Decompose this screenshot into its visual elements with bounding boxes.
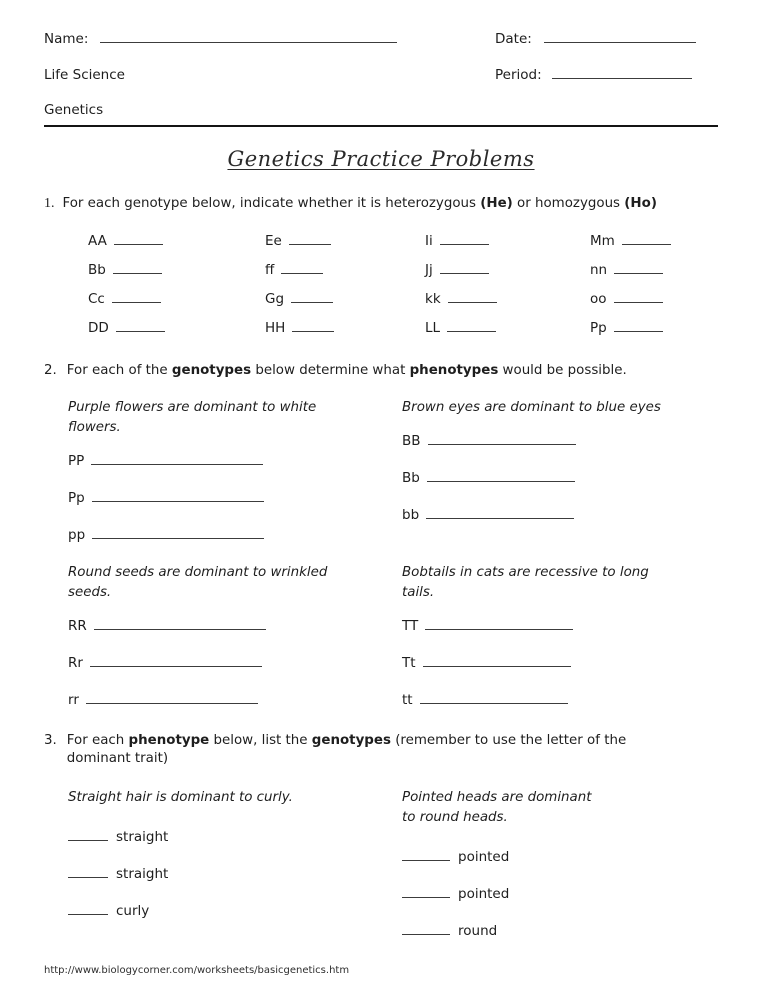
genotype-label: Tt [402,655,416,671]
genotype-label: ff [265,262,275,278]
answer-blank[interactable] [614,261,663,274]
answer-blank[interactable] [423,654,571,667]
genotype-label: oo [590,291,607,307]
phenotype-label: curly [116,903,150,919]
answer-blank[interactable] [68,828,108,841]
genotype-label: kk [425,291,441,307]
q2-blocks [44,398,718,708]
q1-number: 1. [44,196,55,211]
genotype-label: DD [88,320,109,336]
name-label: Name: [44,31,89,47]
answer-blank[interactable] [614,290,663,303]
genotype-label: AA [88,233,107,249]
answer-blank[interactable] [68,902,108,915]
answer-blank[interactable] [428,432,576,445]
header-row-2 [44,66,718,83]
answer-blank[interactable] [402,848,450,861]
genotype-label: Ee [265,233,282,249]
phenotype-label: pointed [458,886,510,902]
trait-prompt: seeds. [68,585,112,600]
genotype-label: rr [68,692,79,708]
phenotype-label: pointed [458,849,510,865]
genotype-label: Pp [590,320,607,336]
answer-blank[interactable] [94,617,266,630]
answer-blank[interactable] [92,526,264,539]
answer-blank[interactable] [289,232,331,245]
genotype-label: Gg [265,291,285,307]
genotype-label: TT [402,618,419,634]
q3-phenotype-label: phenotype [128,733,210,748]
answer-blank[interactable] [113,261,162,274]
date-blank[interactable] [544,30,696,43]
genotype-label: Cc [88,291,105,307]
worksheet-title: Genetics Practice Problems [227,147,535,171]
q2-block-round-seeds [68,563,402,708]
genotype-label: Bb [402,470,420,486]
q1-he-label: (He) [480,196,513,211]
q2-prompt-text-3: would be possible. [498,363,627,378]
answer-blank[interactable] [86,691,258,704]
genotype-label: RR [68,618,87,634]
genotype-label: Ii [425,233,433,249]
trait-prompt: Round seeds are dominant to wrinkled [68,565,328,580]
q1-prompt-text-2: or homozygous [512,196,625,211]
footer-url: http://www.biologycorner.com/worksheets/basicgenetics.htm [44,965,350,976]
q2-number: 2. [44,363,57,378]
answer-blank[interactable] [440,261,489,274]
answer-blank[interactable] [292,319,334,332]
unit-label: Genetics [44,102,104,118]
name-blank[interactable] [100,30,397,43]
genotype-label: Pp [68,490,85,506]
answer-blank[interactable] [291,290,333,303]
genotype-label: Mm [590,233,615,249]
q3-prompt-text-3: (remember to use the letter of the [390,733,627,748]
q3-block-pointed-heads [402,788,718,939]
genotype-label: LL [425,320,441,336]
phenotype-label: straight [116,829,169,845]
genotype-label: pp [68,527,86,543]
date-label: Date: [495,31,532,47]
trait-prompt: tails. [402,585,435,600]
q2-phenotypes-label: phenotypes [409,363,499,378]
q2-block-bobtails [402,563,718,708]
answer-blank[interactable] [114,232,163,245]
q3-blocks [44,788,718,939]
phenotype-label: straight [116,866,169,882]
q2-block-purple-flowers [68,398,402,543]
answer-blank[interactable] [440,232,489,245]
q2-genotypes-label: genotypes [171,363,252,378]
q2-prompt-text: For each of the [66,363,172,378]
answer-blank[interactable] [622,232,671,245]
genotype-label: Rr [68,655,83,671]
q3-prompt [44,732,718,768]
answer-blank[interactable] [447,319,496,332]
header-rule [44,102,718,127]
answer-blank[interactable] [92,489,264,502]
answer-blank[interactable] [425,617,573,630]
trait-prompt: Straight hair is dominant to curly. [68,790,293,805]
q3-genotypes-label: genotypes [311,733,391,748]
genotype-label: nn [590,262,608,278]
answer-blank[interactable] [91,452,263,465]
answer-blank[interactable] [281,261,323,274]
q3-number: 3. [44,733,57,748]
q3-prompt-text-2: below, list the [209,733,312,748]
q2-block-brown-eyes [402,398,718,543]
period-blank[interactable] [552,66,692,79]
answer-blank[interactable] [426,506,574,519]
q1-ho-label: (Ho) [624,196,657,211]
genotype-label: HH [265,320,286,336]
answer-blank[interactable] [614,319,663,332]
trait-prompt: to round heads. [402,810,508,825]
answer-blank[interactable] [402,922,450,935]
genotype-label: Jj [425,262,433,278]
trait-prompt: Brown eyes are dominant to blue eyes [402,400,661,415]
q1-prompt-text: For each genotype below, indicate whether it is heterozygous [62,196,481,211]
answer-blank[interactable] [420,691,568,704]
phenotype-label: round [458,923,498,939]
genotype-label: PP [68,453,85,469]
trait-prompt: flowers. [68,420,121,435]
trait-prompt: Pointed heads are dominant [402,790,592,805]
q3-prompt-text: For each [66,733,129,748]
genotype-label: tt [402,692,413,708]
answer-blank[interactable] [448,290,497,303]
answer-blank[interactable] [402,885,450,898]
q3-block-straight-hair [68,788,402,939]
header-row-1 [44,30,718,47]
answer-blank[interactable] [116,319,165,332]
course-label: Life Science [44,67,125,83]
trait-prompt: Bobtails in cats are recessive to long [402,565,649,580]
genotype-label: Bb [88,262,106,278]
genotype-label: BB [402,433,421,449]
trait-prompt: Purple flowers are dominant to white [68,400,317,415]
q3-prompt-text-4: dominant trait) [66,751,169,766]
period-label: Period: [495,67,542,83]
genotype-label: bb [402,507,420,523]
q2-prompt [44,362,718,380]
answer-blank[interactable] [427,469,575,482]
answer-blank[interactable] [90,654,262,667]
q2-prompt-text-2: below determine what [251,363,410,378]
answer-blank[interactable] [68,865,108,878]
q1-genotype-grid [44,232,718,336]
q1-prompt [44,195,718,213]
answer-blank[interactable] [112,290,161,303]
